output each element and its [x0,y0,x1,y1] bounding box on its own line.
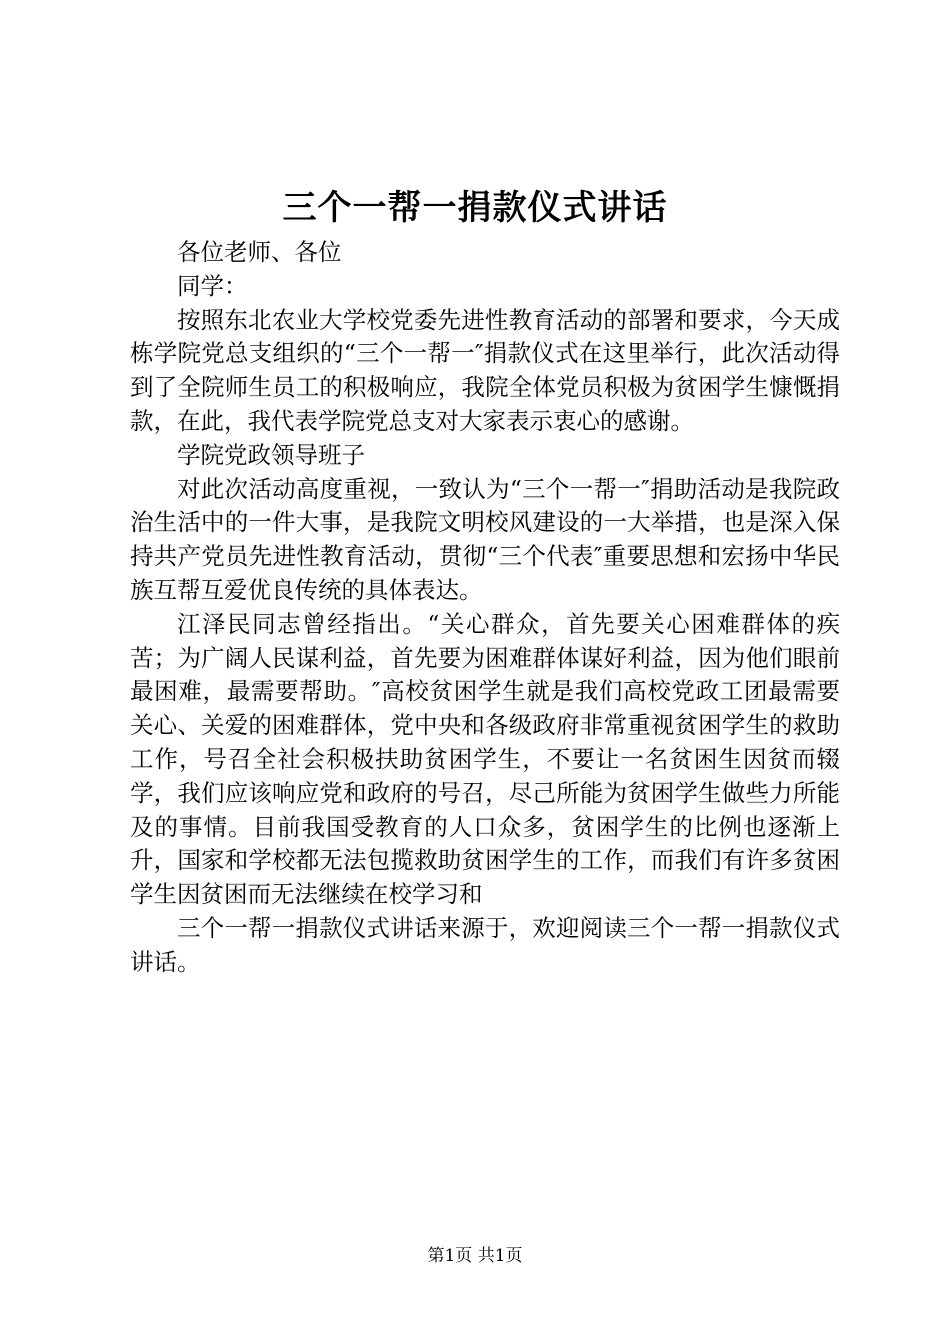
document-body [130,236,840,980]
paragraph-leadership: 对此次活动高度重视，一致认为“三个一帮一″捐助活动是我院政治生活中的一件大事，是我院文明校风建设的一大举措，也是深入保持共产党员先进性教育活动，贯彻“三个代表″重要思想和宏扬中华民族互帮互爱优良传统的具体表达。 [130,474,840,604]
document-title: 三个一帮一捐款仪式讲话 [282,188,668,228]
page-footer: 第1页 共1页 [427,1246,523,1266]
paragraph-quote: 江泽民同志曾经指出。“关心群众，首先要关心困难群体的疾苦；为广阔人民谋利益，首先要为困难群体谋好利益，因为他们眼前最困难，最需要帮助。″高校贫困学生就是我们高校党政工团最需要关心、关爱的困难群体，党中央和各级政府非常重视贫困学生的救助工作，号召全社会积极扶助贫困学生，不要让一名贫困生因贫而辍学，我们应该响应党和政府的号召，尽己所能为贫困学生做些力所能及的事情。目前我国受教育的人口众多，贫困学生的比例也逐渐上升，国家和学校都无法包揽救助贫困学生的工作，而我们有许多贫困学生因贫困而无法继续在校学习和 [130,609,840,909]
paragraph-source: 三个一帮一捐款仪式讲话来源于，欢迎阅读三个一帮一捐款仪式讲话。 [130,913,840,976]
salutation-line-1: 各位老师、各位 [177,238,342,266]
paragraph-leadership-heading: 学院党政领导班子 [177,440,365,469]
salutation-line-2: 同学： [177,271,248,300]
paragraph-opening: 按照东北农业大学校党委先进性教育活动的部署和要求，今天成栋学院党总支组织的“三个一帮一″捐款仪式在这里举行，此次活动得到了全院师生员工的积极响应，我院全体党员积极为贫困学生慷慨捐款，在此，我代表学院党总支对大家表示衷心的感谢。 [130,305,840,435]
